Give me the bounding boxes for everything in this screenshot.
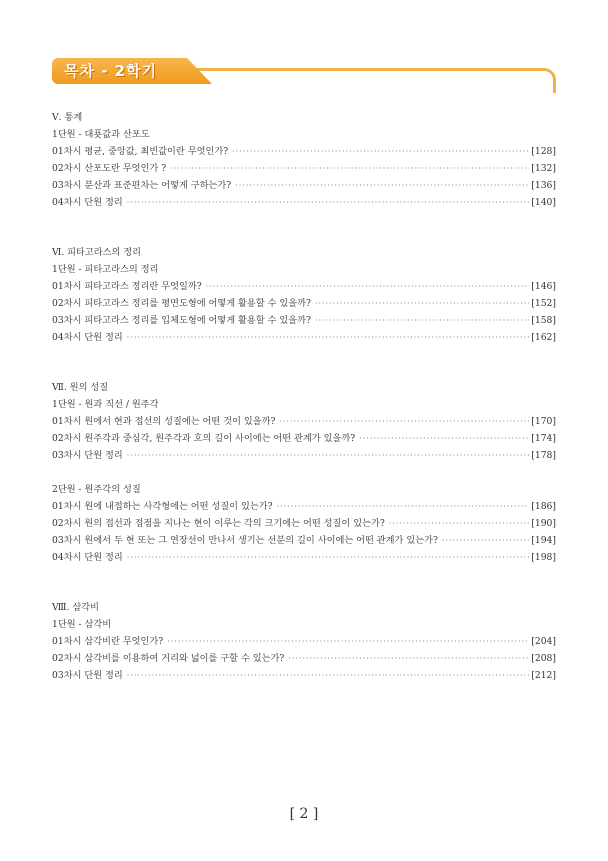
dot-leader xyxy=(315,312,529,329)
chapter-title: Ⅴ. 통계 xyxy=(52,112,83,123)
entry-page: [162] xyxy=(531,332,556,343)
entry-label: 01차시 평균, 중앙값, 최빈값이란 무엇인가? xyxy=(52,146,229,157)
entry-page: [198] xyxy=(531,552,556,563)
toc-entry[interactable] xyxy=(52,177,556,194)
dot-leader xyxy=(127,194,529,211)
dot-leader xyxy=(359,430,529,447)
dot-leader xyxy=(277,498,530,515)
entry-label: 02차시 산포도란 무엇인가 ? xyxy=(52,163,167,174)
dot-leader xyxy=(442,532,529,549)
entry-label: 02차시 원주각과 중심각, 원주각과 호의 길이 사이에는 어떤 관계가 있을까? xyxy=(52,433,356,444)
unit-title: 2단원 - 원주각의 성질 xyxy=(52,484,141,495)
entry-page: [170] xyxy=(531,416,556,427)
entry-page: [186] xyxy=(531,501,556,512)
toc-entry[interactable] xyxy=(52,532,556,549)
entry-page: [178] xyxy=(531,450,556,461)
toc-entry[interactable] xyxy=(52,194,556,211)
toc-entry[interactable] xyxy=(52,329,556,346)
header-rule xyxy=(172,68,556,93)
toc-header xyxy=(52,58,556,94)
dot-leader xyxy=(315,295,529,312)
entry-label: 01차시 피타고라스 정리란 무엇일까? xyxy=(52,281,202,292)
entry-label: 04차시 단원 정리 xyxy=(52,197,123,208)
toc-entry[interactable] xyxy=(52,549,556,566)
dot-leader xyxy=(127,329,529,346)
unit-title: 1단원 - 삼각비 xyxy=(52,619,112,630)
entry-label: 01차시 원에서 현과 접선의 성질에는 어떤 것이 있을까? xyxy=(52,416,276,427)
dot-leader xyxy=(279,413,529,430)
entry-label: 03차시 분산과 표준편차는 어떻게 구하는가? xyxy=(52,180,232,191)
dot-leader xyxy=(127,549,529,566)
page-title: 목차 - 2학기 xyxy=(64,62,158,80)
entry-page: [212] xyxy=(531,670,556,681)
entry-label: 02차시 원의 접선과 접점을 지나는 현이 이루는 각의 크기에는 어떤 성질이 있는가? xyxy=(52,518,385,529)
entry-label: 03차시 단원 정리 xyxy=(52,670,123,681)
entry-label: 03차시 단원 정리 xyxy=(52,450,123,461)
entry-page: [208] xyxy=(531,653,556,664)
toc-entry[interactable] xyxy=(52,160,556,177)
toc-entry[interactable] xyxy=(52,515,556,532)
toc-entry[interactable] xyxy=(52,295,556,312)
dot-leader xyxy=(170,160,529,177)
dot-leader xyxy=(235,177,529,194)
toc-entry[interactable] xyxy=(52,143,556,160)
entry-page: [128] xyxy=(531,146,556,157)
toc-entry[interactable] xyxy=(52,413,556,430)
toc-entry[interactable] xyxy=(52,447,556,464)
entry-page: [194] xyxy=(531,535,556,546)
dot-leader xyxy=(127,447,529,464)
entry-page: [136] xyxy=(531,180,556,191)
entry-label: 03차시 원에서 두 현 또는 그 연장선이 만나서 생기는 선분의 길이 사이에는 어떤 관계가 있는가? xyxy=(52,535,438,546)
toc-entry[interactable] xyxy=(52,667,556,684)
unit-title: 1단원 - 원과 직선 / 원주각 xyxy=(52,399,159,410)
dot-leader xyxy=(127,667,529,684)
entry-label: 02차시 피타고라스 정리를 평면도형에 어떻게 활용할 수 있을까? xyxy=(52,298,311,309)
toc-entry[interactable] xyxy=(52,498,556,515)
spacer xyxy=(52,346,556,379)
entry-page: [146] xyxy=(531,281,556,292)
entry-label: 01차시 원에 내접하는 사각형에는 어떤 성질이 있는가? xyxy=(52,501,273,512)
unit-title: 1단원 - 대푯값과 산포도 xyxy=(52,129,150,140)
entry-label: 02차시 삼각비를 이용하여 거리와 넓이를 구할 수 있는가? xyxy=(52,653,285,664)
entry-page: [204] xyxy=(531,636,556,647)
dot-leader xyxy=(288,650,529,667)
toc-entry[interactable] xyxy=(52,278,556,295)
toc-entry[interactable] xyxy=(52,430,556,447)
entry-label: 03차시 피타고라스 정리를 입체도형에 어떻게 활용할 수 있을까? xyxy=(52,315,311,326)
entry-page: [174] xyxy=(531,433,556,444)
entry-label: 04차시 단원 정리 xyxy=(52,332,123,343)
entry-page: [158] xyxy=(531,315,556,326)
chapter-title: Ⅶ. 원의 성질 xyxy=(52,382,109,393)
spacer xyxy=(52,566,556,599)
entry-page: [152] xyxy=(531,298,556,309)
spacer xyxy=(52,464,556,481)
chapter-title: Ⅵ. 피타고라스의 정리 xyxy=(52,247,142,258)
dot-leader xyxy=(167,633,529,650)
toc-entry[interactable] xyxy=(52,650,556,667)
dot-leader xyxy=(232,143,529,160)
dot-leader xyxy=(206,278,530,295)
entry-label: 04차시 단원 정리 xyxy=(52,552,123,563)
entry-page: [140] xyxy=(531,197,556,208)
toc-entry[interactable] xyxy=(52,633,556,650)
chapter-title: Ⅷ. 삼각비 xyxy=(52,602,99,613)
entry-page: [132] xyxy=(531,163,556,174)
table-of-contents xyxy=(52,109,556,684)
spacer xyxy=(52,211,556,244)
page-number: [ 2 ] xyxy=(289,806,319,822)
entry-page: [190] xyxy=(531,518,556,529)
unit-title: 1단원 - 피타고라스의 정리 xyxy=(52,264,159,275)
dot-leader xyxy=(389,515,530,532)
entry-label: 01차시 삼각비란 무엇인가? xyxy=(52,636,164,647)
toc-entry[interactable] xyxy=(52,312,556,329)
